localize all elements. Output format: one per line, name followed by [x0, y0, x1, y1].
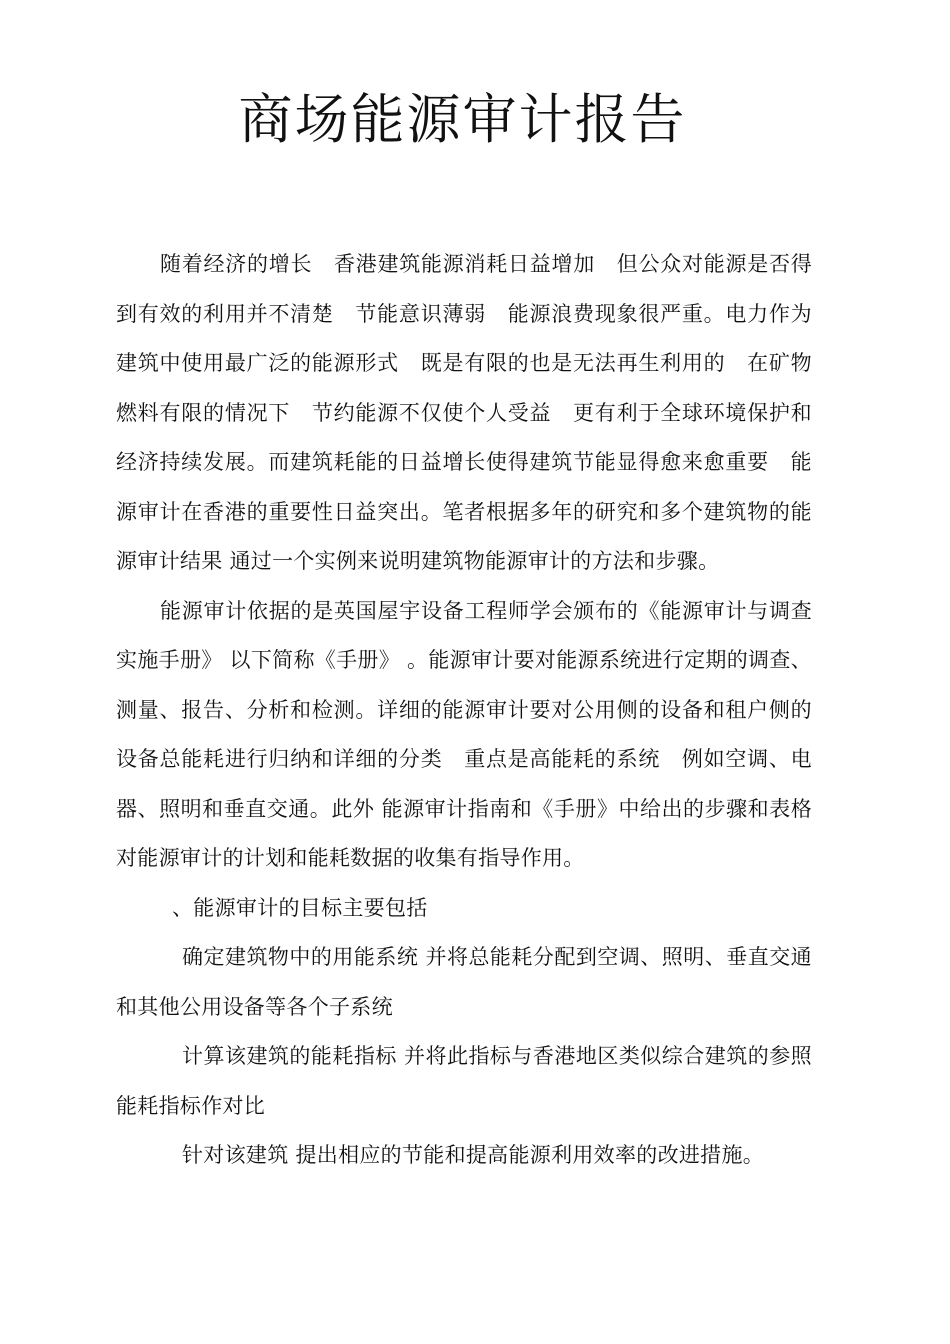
paragraph-audit-basis: 能源审计依据的是英国屋宇设备工程师学会颁布的《能源审计与调查实施手册》 以下简称《手册》 。能源审计要对能源系统进行定期的调查、测量、报告、分析和检测。详细的能源审计要对公用侧的设备和租户侧的设备总能耗进行归纳和详细的分类 重点是高能耗的系统 例如空调、电器、照明和垂直交通。此外 能源审计指南和《手册》中给出的步骤和表格对能源审计的计划和能耗数据的收集有指导作用。 [116, 598, 812, 870]
paragraph-objective-1: 确定建筑物中的用能系统 并将总能耗分配到空调、照明、垂直交通和其他公用设备等各个子系统 [116, 945, 812, 1019]
paragraph-objective-3: 针对该建筑 提出相应的节能和提高能源利用效率的改进措施。 [182, 1143, 765, 1167]
paragraph-intro: 随着经济的增长 香港建筑能源消耗日益增加 但公众对能源是否得到有效的利用并不清楚 节能意识薄弱 能源浪费现象很严重。电力作为建筑中使用最广泛的能源形式 既是有限的也是无法再生利用的 在矿物燃料有限的情况下 节约能源不仅使个人受益 更有利于全球环境保护和经济持续发展。而建筑耗能的日益增长使得建筑节能显得愈来愈重要 能源审计在香港的重要性日益突出。笔者根据多年的研究和多个建筑物的能源审计结果 通过一个实例来说明建筑物能源审计的方法和步骤。 [116, 252, 812, 573]
paragraph-objectives-heading: 、能源审计的目标主要包括 [172, 895, 428, 920]
document-title: 商场能源审计报告 [238, 88, 687, 151]
document-body [116, 240, 812, 1181]
paragraph-objective-2: 计算该建筑的能耗指标 并将此指标与香港地区类似综合建筑的参照能耗指标作对比 [116, 1044, 812, 1118]
